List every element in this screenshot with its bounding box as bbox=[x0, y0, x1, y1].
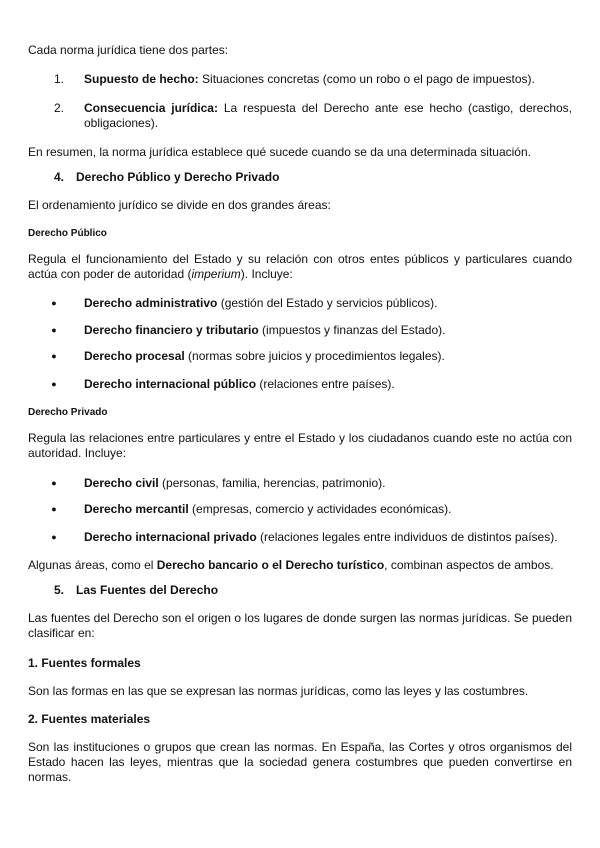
materiales-heading: 2. Fuentes materiales bbox=[28, 712, 151, 726]
publico-description: Regula el funcionamiento del Estado y su relación con otros entes públicos y particulares cuando actúa con poder de autoridad (imperium). Incluye: bbox=[28, 252, 572, 281]
bullet-item: ● Derecho internacional público (relaciones entre países). bbox=[48, 377, 572, 392]
list-marker: 1. bbox=[53, 72, 64, 86]
mixto-text: Algunas áreas, como el Derecho bancario o el Derecho turístico, combinan aspectos de ambos. bbox=[28, 558, 554, 572]
term: Supuesto de hecho: bbox=[84, 72, 199, 86]
bullet-icon: ● bbox=[51, 298, 57, 308]
bullet-icon: ● bbox=[51, 532, 57, 542]
list-item-consecuencia bbox=[48, 101, 572, 131]
list-marker: 2. bbox=[53, 101, 64, 115]
privado-heading: Derecho Privado bbox=[28, 407, 108, 418]
fuentes-intro: Las fuentes del Derecho son el origen o los lugares de donde surgen las normas jurídicas. Se pueden clasificar en: bbox=[28, 611, 572, 640]
ordenamiento-text: El ordenamiento jurídico se divide en dos grandes áreas: bbox=[28, 198, 331, 212]
desc: La respuesta del Derecho ante ese hecho (castigo, derechos, obligaciones). bbox=[84, 101, 573, 130]
section-number: 5. bbox=[53, 583, 64, 597]
bullet-icon: ● bbox=[51, 325, 57, 335]
imperium-term: imperium bbox=[191, 267, 241, 281]
desc: Situaciones concretas (como un robo o el pago de impuestos). bbox=[198, 72, 535, 86]
bullet-item: ● Derecho internacional privado (relaciones legales entre individuos de distintos países). bbox=[48, 530, 572, 545]
section-heading-4 bbox=[48, 170, 279, 185]
section-title: Las Fuentes del Derecho bbox=[76, 583, 219, 597]
resumen-text: En resumen, la norma jurídica establece qué sucede cuando se da una determinada situación. bbox=[28, 145, 531, 159]
bullet-icon: ● bbox=[51, 379, 57, 389]
intro-text: Cada norma jurídica tiene dos partes: bbox=[28, 43, 229, 57]
bullet-item: ● Derecho administrativo (gestión del Estado y servicios públicos). bbox=[48, 296, 572, 311]
bullet-item: ● Derecho financiero y tributario (impuestos y finanzas del Estado). bbox=[48, 323, 572, 338]
publico-heading: Derecho Público bbox=[28, 228, 107, 239]
list-item-supuesto bbox=[48, 72, 572, 87]
bullet-item: ● Derecho mercantil (empresas, comercio y actividades económicas). bbox=[48, 502, 572, 517]
bullet-icon: ● bbox=[51, 351, 57, 361]
section-title: Derecho Público y Derecho Privado bbox=[76, 170, 280, 184]
term: Consecuencia jurídica: bbox=[84, 101, 218, 115]
materiales-text: Son las instituciones o grupos que crean las normas. En España, las Cortes y otros organismos del Estado hacen las leyes, mientras que la sociedad genera costumbres que pueden convertirse en normas. bbox=[28, 740, 572, 784]
section-number: 4. bbox=[53, 170, 64, 184]
formales-text: Son las formas en las que se expresan las normas jurídicas, como las leyes y las costumbres. bbox=[28, 684, 529, 698]
privado-description: Regula las relaciones entre particulares y entre el Estado y los ciudadanos cuando este no actúa con autoridad. Incluye: bbox=[28, 431, 572, 460]
formales-heading: 1. Fuentes formales bbox=[28, 656, 141, 670]
bullet-icon: ● bbox=[51, 478, 57, 488]
bullet-item: ● Derecho civil (personas, familia, herencias, patrimonio). bbox=[48, 476, 572, 491]
bullet-item: ● Derecho procesal (normas sobre juicios y procedimientos legales). bbox=[48, 349, 572, 364]
bullet-icon: ● bbox=[51, 504, 57, 514]
section-heading-5 bbox=[48, 583, 218, 598]
